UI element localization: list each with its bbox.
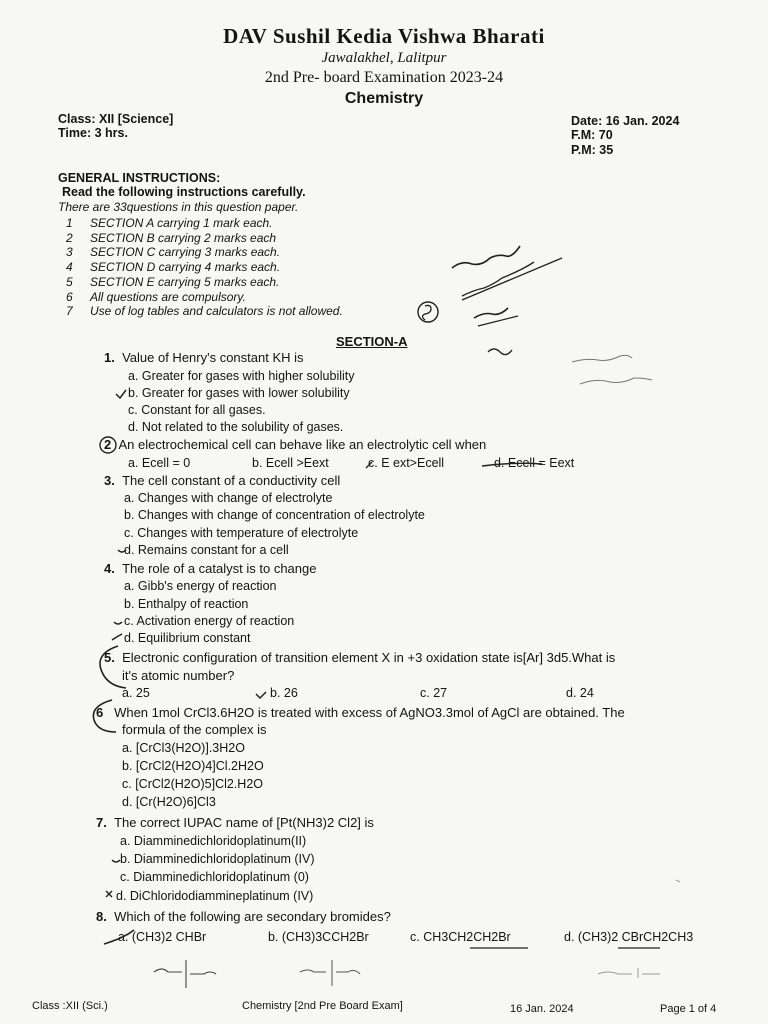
question-6-cont: formula of the complex is [122,722,267,737]
structure-sketch [300,960,360,986]
question-5-cont: it's atomic number? [122,668,235,683]
pen-circle-mark [418,302,438,322]
q4-option-a: a. Gibb's energy of reaction [124,579,277,593]
pencil-note-mark [676,880,680,882]
footer-subject: Chemistry [2nd Pre Board Exam] [242,1000,403,1012]
pen-underline-mark [462,258,562,300]
q7-option-a: a. Diamminedichloridoplatinum(II) [120,834,307,848]
pen-scribble-mark [452,246,520,268]
question-8: 8. Which of the following are secondary bromides? [96,909,391,924]
q6-option-d: d. [Cr(H2O)6]Cl3 [122,795,216,809]
pencil-note-mark [580,378,652,384]
q1-option-d: d. Not related to the solubility of gases. [128,420,344,434]
pen-scribble-mark [423,305,432,320]
q4-option-c: c. Activation energy of reaction [124,614,295,628]
q2-option-d: d. Ecell = Eext [494,456,575,470]
q7-option-b: b. Diamminedichloridoplatinum (IV) [120,852,315,866]
pen-scribble-mark [462,262,534,296]
tick-mark [116,390,126,398]
q4-option-b: b. Enthalpy of reaction [124,597,249,611]
instructions-list [66,216,343,319]
footer-date: 16 Jan. 2024 [510,1003,574,1015]
q1-option-a: a. Greater for gases with higher solubility [128,369,355,383]
q6-option-c: c. [CrCl2(H2O)5]Cl2.H2O [122,777,263,791]
full-marks: F.M: 70 [571,128,613,142]
exam-title: 2nd Pre- board Examination 2023-24 [264,69,504,86]
instruction-item: 2 SECTION B carrying 2 marks each [66,230,277,245]
instructions-title: GENERAL INSTRUCTIONS: [58,171,221,185]
instruction-item: 5 SECTION E carrying 5 marks each. [66,274,280,289]
time-label: Time: 3 hrs. [58,126,128,140]
question-6: 6 When 1mol CrCl3.6H2O is treated with excess of AgNO3.3mol of AgCl are obtained. The [96,705,625,720]
section-title: SECTION-A [336,334,408,349]
q5-option-b: b. 26 [270,686,298,700]
q1-option-b: b. Greater for gases with lower solubility [128,386,350,400]
date-label: Date: 16 Jan. 2024 [571,114,680,128]
tick-mark [112,860,120,862]
pen-scribble-mark [488,349,512,355]
q1-option-c: c. Constant for all gases. [128,403,266,417]
q2-option-b: b. Ecell >Eext [252,456,329,470]
tick-mark [112,634,122,640]
school-address: Jawalakhel, Lalitpur [321,50,447,66]
q2-option-a: a. Ecell = 0 [128,456,191,470]
q2-option-c: c. E ext>Ecell [368,456,445,470]
q4-option-d: d. Equilibrium constant [124,631,251,645]
school-name: DAV Sushil Kedia Vishwa Bharati [223,24,545,48]
q7-option-d: d. DiChloridodiammineplatinum (IV) [116,889,314,903]
q3-option-a: a. Changes with change of electrolyte [124,491,333,505]
structure-sketch [154,960,216,988]
question-2: 2 An electrochemical cell can behave like an electrolytic cell when [104,437,487,452]
footer-class: Class :XII (Sci.) [32,1000,108,1012]
instructions-count: There are 33questions in this question paper. [58,200,299,214]
tick-mark [256,692,266,698]
question-7: 7. The correct IUPAC name of [Pt(NH3)2 Cl2] is [96,815,374,830]
q5-option-a: a. 25 [122,686,150,700]
subject-title: Chemistry [344,90,424,107]
q6-option-a: a. [CrCl3(H2O)].3H2O [122,741,245,755]
class-label: Class: XII [Science] [58,112,174,126]
q8-option-a: a. (CH3)2 CHBr [118,930,207,944]
pen-underline-mark [478,316,518,326]
pass-marks: P.M: 35 [571,143,614,157]
question-1: 1. Value of Henry's constant KH is [104,350,304,365]
instruction-item: 1 SECTION A carrying 1 mark each. [66,216,273,230]
q5-option-d: d. 24 [566,686,594,700]
q3-option-c: c. Changes with temperature of electrolyte [124,526,359,540]
question-5: 5. Electronic configuration of transition element X in +3 oxidation state is[Ar] 3d5.What is [104,650,616,665]
structure-sketch [598,968,660,978]
q8-option-b: b. (CH3)3CCH2Br [268,930,369,944]
instruction-item: 3 SECTION C carrying 3 marks each. [66,245,281,260]
instruction-item: 7 Use of log tables and calculators is not allowed. [66,304,343,319]
q5-option-c: c. 27 [420,686,448,700]
instruction-item: 4 SECTION D carrying 4 marks each. [66,260,281,275]
q3-option-d: d. Remains constant for a cell [124,543,289,557]
tick-mark [114,622,122,624]
pencil-note-mark [572,355,632,362]
q3-option-b: b. Changes with change of concentration of electrolyte [124,508,425,522]
instruction-item: 6 All questions are compulsory. [66,289,246,304]
question-3: 3. The cell constant of a conductivity cell [104,473,341,488]
q8-option-d: d. (CH3)2 CBrCH2CH3 [564,930,694,944]
question-4: 4. The role of a catalyst is to change [104,561,317,576]
instructions-read: Read the following instructions carefully. [62,185,306,199]
footer-page: Page 1 of 4 [660,1003,717,1015]
pen-scribble-mark [474,308,508,318]
q7-option-c: c. Diamminedichloridoplatinum (0) [120,870,309,884]
q8-option-c: c. CH3CH2CH2Br [410,930,511,944]
cross-mark [106,891,112,897]
q6-option-b: b. [CrCl2(H2O)4]Cl.2H2O [122,759,264,773]
